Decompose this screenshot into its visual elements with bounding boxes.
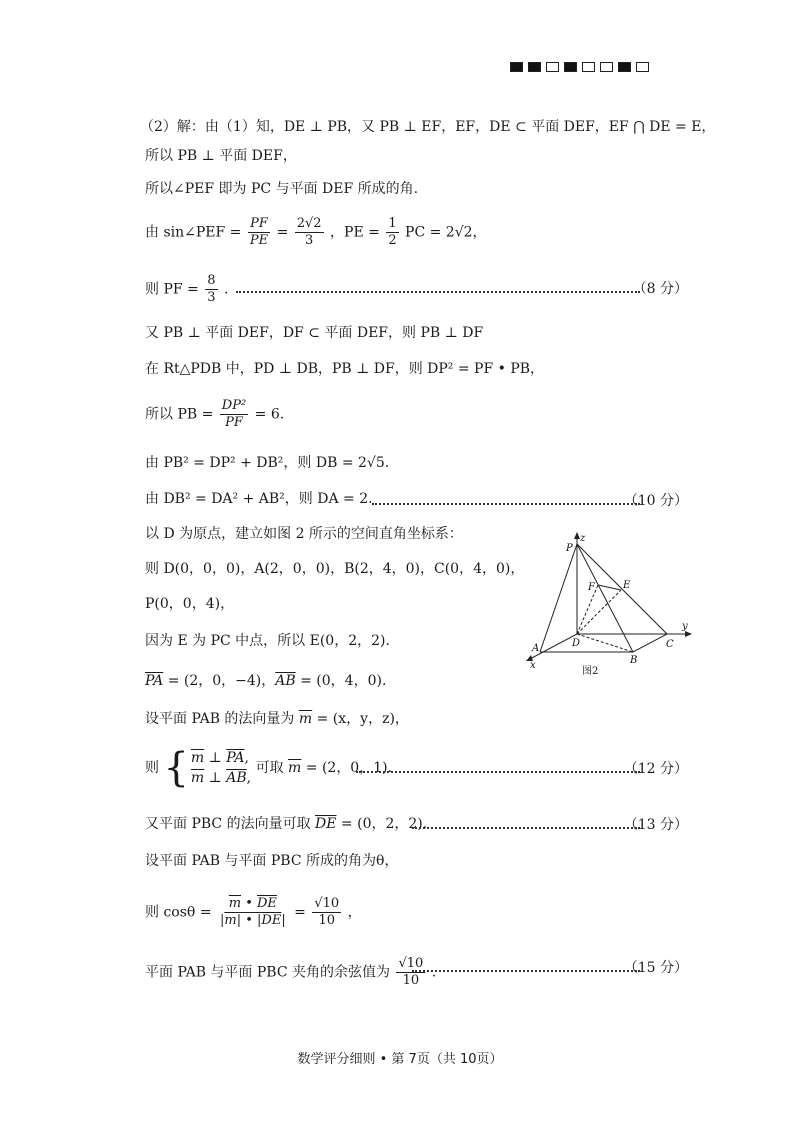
vector-de: $\overline{DE}$ xyxy=(257,896,277,911)
score-8: （8 分） xyxy=(632,281,688,297)
mark-empty xyxy=(636,62,649,72)
text: , xyxy=(244,750,249,766)
text: 平面 PAB 与平面 PBC 夹角的余弦值为 xyxy=(145,964,391,981)
dotted-leader xyxy=(236,291,640,293)
text: = (x，y，z)， xyxy=(312,711,409,727)
edge-bc xyxy=(633,634,667,652)
text: 由 sin∠PEF = xyxy=(145,224,242,241)
line-18 xyxy=(145,814,427,834)
text: = (0，4，0). xyxy=(295,673,387,689)
line-9: 由 PB² = DP² + DB²，则 DB = 2√5. xyxy=(145,455,390,471)
segment-fe xyxy=(598,585,621,590)
text: 则 xyxy=(145,760,159,776)
label-x: x xyxy=(530,660,536,671)
system-rows xyxy=(191,748,251,788)
denominator xyxy=(218,913,288,929)
line-13: P(0，0，4)， xyxy=(145,596,235,612)
mark-filled xyxy=(510,62,523,72)
fraction xyxy=(218,896,288,929)
text: = (0，2，2). xyxy=(336,816,428,832)
text: = xyxy=(294,904,306,921)
line-4 xyxy=(145,216,487,249)
line-16 xyxy=(145,709,409,729)
line-19: 设平面 PAB 与平面 PBC 所成的角为θ， xyxy=(145,853,399,869)
text: ，PE = xyxy=(330,224,380,241)
numerator xyxy=(227,896,279,913)
label-f: F xyxy=(588,582,595,593)
text: . xyxy=(431,964,437,981)
denominator: 10 xyxy=(318,913,336,928)
vector-de: $\overline{DE}$ xyxy=(261,913,282,928)
system-brace xyxy=(163,745,252,791)
text: = xyxy=(276,224,289,241)
mark-filled xyxy=(564,62,577,72)
line-6: 又 PB ⊥ 平面 DEF，DF ⊂ 平面 DEF，则 PB ⊥ DF xyxy=(145,325,484,341)
numerator: 2√2 xyxy=(296,216,322,231)
system-row-1 xyxy=(191,748,251,768)
text: 则 PF = xyxy=(145,281,199,298)
line-21 xyxy=(145,956,436,989)
text: | xyxy=(219,913,225,928)
denominator: 3 xyxy=(305,233,314,248)
vector-ab: $\overline{AB}$ xyxy=(226,770,247,786)
text: , xyxy=(246,770,252,786)
dotted-leader xyxy=(372,503,640,505)
denominator: 3 xyxy=(207,290,216,305)
figure-caption: 图2 xyxy=(582,666,599,677)
text: PC = 2√2， xyxy=(405,224,487,241)
text: ⊥ xyxy=(204,770,227,786)
text: 则 cosθ = xyxy=(145,904,212,921)
vector-pa: $\overline{PA}$ xyxy=(145,673,164,689)
line-12: 则 D(0，0，0)，A(2，0，0)，B(2，4，0)，C(0，4，0)， xyxy=(145,561,525,577)
score-13: （13 分） xyxy=(623,817,688,833)
text: | xyxy=(281,913,286,928)
vector-m: $\overline{m}$ xyxy=(224,913,237,928)
fraction xyxy=(295,216,324,249)
text: 又平面 PBC 的法向量可取 xyxy=(145,816,316,832)
numerator: 1 xyxy=(388,216,397,231)
score-12: （12 分） xyxy=(623,761,688,777)
vector-m: $\overline{m}$ xyxy=(190,770,205,786)
text: = 6. xyxy=(254,406,285,423)
vector-m: $\overline{m}$ xyxy=(190,750,205,766)
dotted-leader xyxy=(412,827,640,829)
label-z: z xyxy=(580,533,586,544)
denominator: 10 xyxy=(402,973,420,988)
vector-m: $\overline{m}$ xyxy=(288,760,302,776)
vector-m: $\overline{m}$ xyxy=(228,896,242,911)
mark-filled xyxy=(528,62,541,72)
vector-pa: $\overline{PA}$ xyxy=(226,750,245,766)
line-17 xyxy=(145,745,393,791)
line-20 xyxy=(145,896,362,929)
text: = (2，0，1). xyxy=(301,760,393,776)
fraction xyxy=(220,398,248,431)
page-footer: 数学评分细则 • 第 7页（共 10页） xyxy=(297,1052,503,1067)
system-row-2 xyxy=(191,768,251,788)
text: 所以 PB = xyxy=(145,406,214,423)
label-y: y xyxy=(682,621,688,632)
line-8 xyxy=(145,398,284,431)
score-15: （15 分） xyxy=(623,960,688,976)
denominator: PE xyxy=(249,233,269,248)
edge-pb xyxy=(577,544,633,652)
vector-ab: $\overline{AB}$ xyxy=(275,673,296,689)
text: . xyxy=(223,281,229,298)
line-14: 因为 E 为 PC 中点，所以 E(0，2，2). xyxy=(145,633,390,649)
line-3: 所以∠PEF 即为 PC 与平面 DEF 所成的角. xyxy=(145,181,419,197)
line-7: 在 Rt△PDB 中，PD ⊥ DB，PB ⊥ DF，则 DP² = PF • PB， xyxy=(145,361,545,377)
line-5 xyxy=(145,273,228,306)
dotted-leader xyxy=(356,771,640,773)
label-b: B xyxy=(630,655,638,666)
fraction xyxy=(386,216,398,249)
mark-empty xyxy=(600,62,613,72)
numerator: √10 xyxy=(314,896,340,911)
vector-de: $\overline{DE}$ xyxy=(315,816,337,832)
line-10: 由 DB² = DA² + AB²，则 DA = 2. xyxy=(145,491,373,507)
brace-icon: { xyxy=(163,745,189,791)
label-a: A xyxy=(532,643,540,654)
mark-filled xyxy=(618,62,631,72)
fraction xyxy=(248,216,270,249)
denominator: PF xyxy=(225,415,243,430)
line-11: 以 D 为原点，建立如图 2 所示的空间直角坐标系： xyxy=(145,526,463,542)
text: 设平面 PAB 的法向量为 xyxy=(145,711,299,727)
mark-empty xyxy=(546,62,559,72)
header-marks xyxy=(510,62,649,72)
text: 可取 xyxy=(255,760,289,776)
numerator: 8 xyxy=(207,273,216,288)
mark-empty xyxy=(582,62,595,72)
label-e: E xyxy=(623,580,631,591)
denominator: 2 xyxy=(388,233,397,248)
numerator: PF xyxy=(250,216,268,231)
line-15 xyxy=(145,671,386,691)
text: ， xyxy=(347,904,362,921)
edge-pa xyxy=(540,544,577,652)
label-d: D xyxy=(572,638,581,649)
pyramid-figure xyxy=(520,530,700,690)
text: | • | xyxy=(236,913,262,928)
label-c: C xyxy=(666,639,674,650)
vector-m: $\overline{m}$ xyxy=(298,711,313,727)
text: ⊥ xyxy=(204,750,227,766)
segment-de xyxy=(577,590,621,634)
line-1: （2）解：由（1）知，DE ⊥ PB，又 PB ⊥ EF，EF，DE ⊂ 平面 DEF，EF ⋂ DE = E， xyxy=(140,119,716,135)
text: = (2，0，−4)， xyxy=(163,673,276,689)
dotted-leader xyxy=(412,970,640,972)
fraction xyxy=(312,896,341,929)
text: • xyxy=(241,896,257,911)
fraction xyxy=(396,956,425,989)
score-10: （10 分） xyxy=(623,493,688,509)
numerator: DP² xyxy=(221,398,247,413)
label-p: P xyxy=(566,543,573,554)
line-2: 所以 PB ⊥ 平面 DEF， xyxy=(145,148,297,164)
numerator: √10 xyxy=(398,956,424,971)
fraction xyxy=(205,273,217,306)
